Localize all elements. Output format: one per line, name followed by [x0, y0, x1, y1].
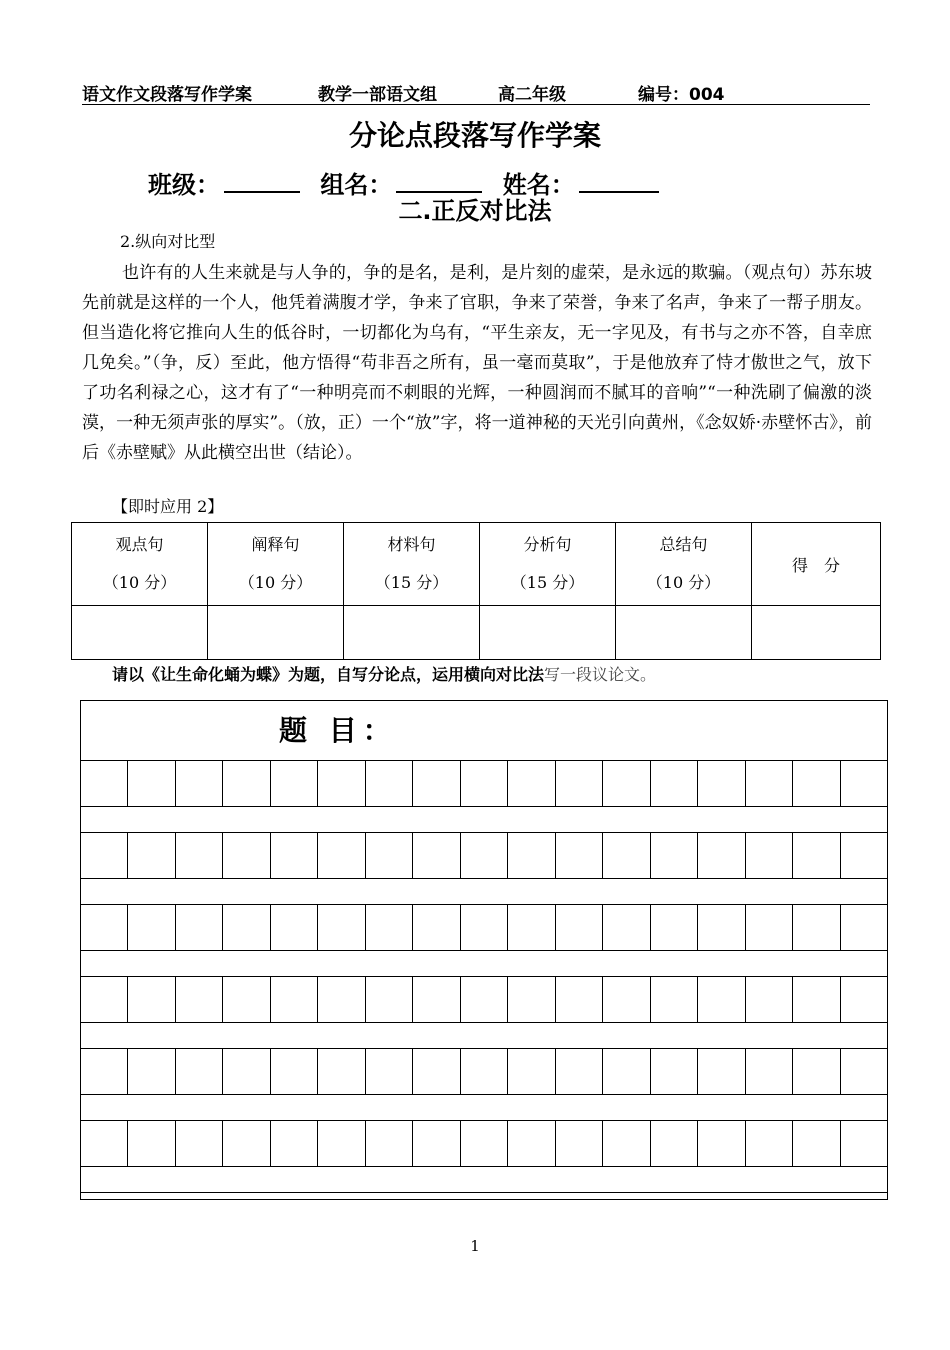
- grid-cell[interactable]: [746, 833, 793, 878]
- grid-cell[interactable]: [603, 1121, 650, 1166]
- grid-gap-row: [81, 1095, 887, 1121]
- header-course: 语文作文段落写作学案: [82, 85, 252, 105]
- grid-cell[interactable]: [461, 1049, 508, 1094]
- grid-cell[interactable]: [366, 905, 413, 950]
- grid-gap-row: [81, 879, 887, 905]
- score-column-header: 阐释句 （10 分）: [208, 523, 344, 606]
- score-table: [71, 522, 881, 660]
- application-label: 【即时应用 2】: [112, 497, 224, 516]
- grid-gap-row: [81, 1167, 887, 1193]
- grid-cell[interactable]: [793, 833, 840, 878]
- header-department: 教学一部语文组: [318, 85, 437, 105]
- grid-cell[interactable]: [271, 1121, 318, 1166]
- grid-cell[interactable]: [413, 977, 460, 1022]
- grid-cell[interactable]: [556, 761, 603, 806]
- grid-cell[interactable]: [508, 833, 555, 878]
- score-table-entry-row: [72, 606, 881, 660]
- grid-cell[interactable]: [461, 833, 508, 878]
- grid-cell[interactable]: [128, 1049, 175, 1094]
- grid-cell[interactable]: [698, 833, 745, 878]
- grid-cell[interactable]: [603, 905, 650, 950]
- page-number: 1: [470, 1237, 480, 1255]
- grid-cell[interactable]: [366, 761, 413, 806]
- grid-cell[interactable]: [128, 761, 175, 806]
- score-entry-cell[interactable]: [72, 606, 208, 660]
- page-title: 分论点段落写作学案: [348, 119, 601, 152]
- grid-cell[interactable]: [176, 833, 223, 878]
- grid-gap-row: [81, 951, 887, 977]
- grid-cell[interactable]: [508, 905, 555, 950]
- score-entry-cell[interactable]: [208, 606, 344, 660]
- prompt-rest-text: 写一段议论文。: [544, 665, 657, 684]
- grid-cell[interactable]: [366, 1049, 413, 1094]
- grid-cell[interactable]: [556, 905, 603, 950]
- grid-cell[interactable]: [651, 1049, 698, 1094]
- grid-cell[interactable]: [841, 905, 887, 950]
- grid-cell[interactable]: [223, 1049, 270, 1094]
- grid-cell[interactable]: [841, 761, 887, 806]
- grid-cell[interactable]: [81, 761, 128, 806]
- grid-cell[interactable]: [271, 761, 318, 806]
- class-label: 班级：: [148, 171, 220, 199]
- grid-cell[interactable]: [508, 761, 555, 806]
- grid-cell[interactable]: [413, 833, 460, 878]
- grid-cell[interactable]: [841, 1049, 887, 1094]
- grid-cell[interactable]: [698, 761, 745, 806]
- grid-cell[interactable]: [413, 1121, 460, 1166]
- grid-cell[interactable]: [603, 977, 650, 1022]
- grid-cell[interactable]: [508, 1049, 555, 1094]
- class-blank[interactable]: [224, 165, 300, 193]
- grid-cell[interactable]: [556, 1049, 603, 1094]
- grid-cell[interactable]: [413, 761, 460, 806]
- score-column-header: 总结句 （10 分）: [616, 523, 752, 606]
- page-header: [82, 78, 870, 105]
- grid-cell[interactable]: [128, 905, 175, 950]
- grid-cell[interactable]: [698, 905, 745, 950]
- grid-row: [81, 1121, 887, 1167]
- grid-cell[interactable]: [81, 1121, 128, 1166]
- writing-grid: [80, 700, 888, 1200]
- grid-cell[interactable]: [651, 1121, 698, 1166]
- grid-cell[interactable]: [271, 1049, 318, 1094]
- grid-cell[interactable]: [413, 905, 460, 950]
- grid-cell[interactable]: [318, 1121, 365, 1166]
- grid-cell[interactable]: [508, 1121, 555, 1166]
- grid-cell[interactable]: [176, 905, 223, 950]
- grid-cell[interactable]: [841, 833, 887, 878]
- grid-cell[interactable]: [603, 761, 650, 806]
- grid-cell[interactable]: [81, 977, 128, 1022]
- grid-cell[interactable]: [318, 833, 365, 878]
- grid-cell[interactable]: [176, 1049, 223, 1094]
- grid-row: [81, 977, 887, 1023]
- grid-cell[interactable]: [698, 1121, 745, 1166]
- grid-cell[interactable]: [556, 833, 603, 878]
- grid-cell[interactable]: [366, 977, 413, 1022]
- grid-cell[interactable]: [746, 1049, 793, 1094]
- grid-cell[interactable]: [556, 1121, 603, 1166]
- grid-cell[interactable]: [461, 761, 508, 806]
- grid-cell[interactable]: [366, 833, 413, 878]
- grid-cell[interactable]: [793, 761, 840, 806]
- grid-cell[interactable]: [271, 905, 318, 950]
- grid-cell[interactable]: [746, 761, 793, 806]
- name-label: 姓名：: [502, 171, 575, 199]
- grid-cell[interactable]: [651, 905, 698, 950]
- grid-row: [81, 833, 887, 879]
- grid-cell[interactable]: [603, 1049, 650, 1094]
- grid-cell[interactable]: [271, 977, 318, 1022]
- grid-cell[interactable]: [176, 761, 223, 806]
- grid-cell[interactable]: [81, 1049, 128, 1094]
- grid-cell[interactable]: [556, 977, 603, 1022]
- grid-cell[interactable]: [603, 833, 650, 878]
- grid-title-label: 题 目：: [279, 714, 397, 747]
- name-blank[interactable]: [579, 165, 659, 193]
- grid-cell[interactable]: [651, 833, 698, 878]
- grid-row: [81, 905, 887, 951]
- grid-cell[interactable]: [318, 1049, 365, 1094]
- section-title: 二.正反对比法: [398, 197, 552, 225]
- grid-cell[interactable]: [128, 833, 175, 878]
- header-serial: 编号：004: [638, 85, 725, 105]
- grid-cell[interactable]: [461, 977, 508, 1022]
- score-column-header: 材料句 （15 分）: [344, 523, 480, 606]
- sub-heading: 2.纵向对比型: [120, 232, 216, 251]
- grid-cell[interactable]: [793, 1121, 840, 1166]
- grid-cell[interactable]: [128, 977, 175, 1022]
- grid-cell[interactable]: [176, 1121, 223, 1166]
- grid-cell[interactable]: [746, 977, 793, 1022]
- grid-cell[interactable]: [223, 1121, 270, 1166]
- grid-cell[interactable]: [81, 905, 128, 950]
- grid-gap-row: [81, 1023, 887, 1049]
- grid-title-row: [81, 701, 887, 761]
- score-entry-cell[interactable]: [616, 606, 752, 660]
- grid-cell[interactable]: [508, 977, 555, 1022]
- score-table-header-row: [72, 523, 881, 606]
- grid-cell[interactable]: [841, 977, 887, 1022]
- grid-cell[interactable]: [841, 1121, 887, 1166]
- group-label: 组名：: [320, 171, 393, 199]
- grid-cell[interactable]: [318, 977, 365, 1022]
- group-blank[interactable]: [396, 165, 482, 193]
- grid-cell[interactable]: [746, 905, 793, 950]
- header-grade: 高二年级: [498, 85, 566, 105]
- grid-cell[interactable]: [318, 761, 365, 806]
- grid-gap-row: [81, 807, 887, 833]
- grid-cell[interactable]: [223, 833, 270, 878]
- grid-cell[interactable]: [128, 1121, 175, 1166]
- grid-cell[interactable]: [223, 905, 270, 950]
- grid-cell[interactable]: [461, 905, 508, 950]
- grid-cell[interactable]: [81, 833, 128, 878]
- grid-cell[interactable]: [651, 761, 698, 806]
- score-column-header: 分析句 （15 分）: [480, 523, 616, 606]
- grid-cell[interactable]: [793, 905, 840, 950]
- score-column-header: 观点句 （10 分）: [72, 523, 208, 606]
- grid-cell[interactable]: [271, 833, 318, 878]
- grid-cell[interactable]: [651, 977, 698, 1022]
- example-paragraph: 也许有的人生来就是与人争的，争的是名，是利，是片刻的虚荣，是永远的欺骗。（观点句）苏东坡先前就是这样的一个人，他凭着满腹才学，争来了官职，争来了荣誉，争来了名声，争来了一帮子朋友。但当造化将它推向人生的低谷时，一切都化为乌有，“平生亲友，无一字见及，有书与之亦不答，自幸庶几免矣。”（争，反）至此，他方悟得“苟非吾之所有，虽一毫而莫取”，于是他放弃了恃才傲世之气，放下了功名利禄之心，这才有了“一种明亮而不刺眼的光辉，一种圆润而不腻耳的音响”“一种洗刷了偏激的淡漠，一种无须声张的厚实”。（放，正）一个“放”字，将一道神秘的天光引向黄州，《念奴娇·赤壁怀古》，前后《赤壁赋》从此横空出世（结论）。: [82, 263, 872, 463]
- grid-cell[interactable]: [746, 1121, 793, 1166]
- grid-cell[interactable]: [366, 1121, 413, 1166]
- grid-cell[interactable]: [223, 977, 270, 1022]
- score-total-header: 得 分: [752, 523, 881, 606]
- grid-cell[interactable]: [461, 1121, 508, 1166]
- grid-cell[interactable]: [698, 1049, 745, 1094]
- score-entry-cell[interactable]: [480, 606, 616, 660]
- grid-cell[interactable]: [698, 977, 745, 1022]
- writing-prompt: [112, 662, 656, 688]
- grid-row: [81, 761, 887, 807]
- grid-row: [81, 1049, 887, 1095]
- grid-cell[interactable]: [318, 905, 365, 950]
- grid-cell[interactable]: [176, 977, 223, 1022]
- grid-cell[interactable]: [413, 1049, 460, 1094]
- prompt-bold-text: 请以《让生命化蛹为蝶》为题，自写分论点，运用横向对比法: [112, 665, 545, 684]
- grid-cell[interactable]: [793, 1049, 840, 1094]
- score-entry-cell[interactable]: [344, 606, 480, 660]
- grid-cell[interactable]: [793, 977, 840, 1022]
- grid-cell[interactable]: [223, 761, 270, 806]
- score-entry-cell[interactable]: [752, 606, 881, 660]
